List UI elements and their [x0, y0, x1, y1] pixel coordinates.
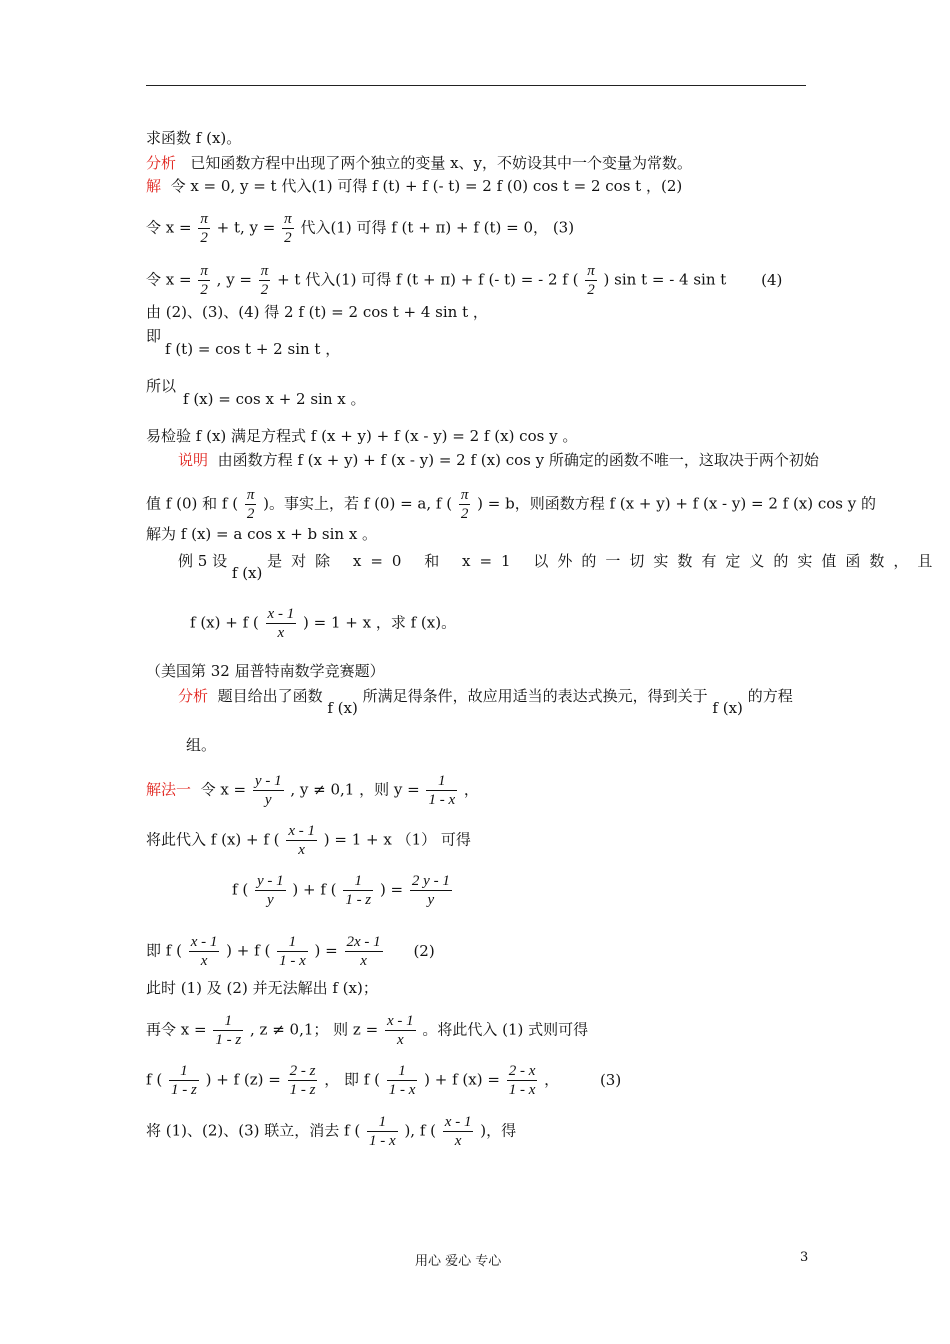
fraction: [189, 933, 220, 970]
text-span: , y =: [216, 270, 253, 289]
text-span: 再令 x =: [146, 1020, 207, 1039]
solution-label: 解: [146, 177, 162, 195]
footer-text: 用心 爱心 专心: [415, 1254, 502, 1269]
equation-line: [146, 1062, 621, 1099]
note-line: [178, 450, 819, 470]
denominator: x: [360, 953, 367, 969]
equation-line: [146, 210, 574, 247]
numerator: 2 - x: [508, 1063, 536, 1079]
denominator: 1 - z: [345, 892, 372, 908]
fraction: [259, 262, 271, 299]
numerator: 1: [343, 872, 373, 891]
text-span: f (: [232, 880, 249, 899]
text-span: )，得: [480, 1121, 517, 1140]
numerator: x - 1: [288, 823, 315, 839]
text-span: )。事实上，若 f (0) = a, f (: [263, 494, 453, 513]
equation-line: [146, 933, 435, 970]
text-span: 由 (2)、(3)、(4) 得 2 f (t) = 2 cos t + 4 sin t ，: [146, 303, 488, 321]
text-span: + t 代入(1) 可得 f (t + π) + f (- t) = - 2 f (: [277, 270, 579, 289]
text-span: 所满足得条件，故应用适当的表达式换元，得到关于: [362, 687, 708, 705]
text-span: 组。: [186, 736, 217, 754]
fraction: [288, 1062, 318, 1099]
text-span: ) + f (: [226, 941, 271, 960]
text-span: ，: [544, 1070, 560, 1089]
numerator: 1: [169, 1062, 199, 1081]
text-span: 由函数方程 f (x + y) + f (x - y) = 2 f (x) cos y 所确定的函数不唯一，这取决于两个初始: [217, 451, 819, 469]
analysis-line: [146, 153, 692, 173]
denominator: 1 - x: [508, 1082, 536, 1098]
text-span: 例 5 设: [178, 552, 228, 570]
text-span: ) = b，则函数方程 f (x + y) + f (x - y) = 2 f (x) cos y 的: [477, 494, 877, 513]
solution-line: [146, 176, 682, 196]
equation-line: [183, 389, 366, 409]
fraction: [286, 822, 317, 859]
text-line: [146, 524, 377, 544]
text-span: 值 f (0) 和 f (: [146, 494, 239, 513]
fraction: [213, 1012, 243, 1049]
text-line: [146, 128, 241, 148]
numerator: 2x - 1: [346, 934, 381, 950]
text-span: 解为 f (x) = a cos x + b sin x 。: [146, 525, 378, 543]
page-number: 3: [800, 1250, 809, 1265]
denominator: y: [427, 892, 435, 908]
fraction: [266, 605, 297, 642]
text-span: 易检验 f (x) 满足方程式 f (x + y) + f (x - y) = 2 f (x) cos y 。: [146, 427, 578, 445]
text-span: f (t) = cos t + 2 sin t ，: [165, 340, 341, 358]
text-span: f (x): [327, 699, 358, 717]
denominator: x: [200, 953, 208, 969]
numerator: π: [200, 263, 208, 279]
fraction: [507, 1062, 538, 1099]
text-line: [146, 661, 385, 681]
numerator: x - 1: [444, 1114, 472, 1130]
denominator: 2: [587, 282, 595, 298]
numerator: 1: [426, 772, 457, 791]
denominator: 1 - x: [369, 1133, 396, 1149]
note-label: 说明: [178, 451, 209, 469]
denominator: 1 - z: [170, 1082, 197, 1098]
text-span: 求函数 f (x)。: [146, 129, 242, 147]
fraction: [255, 872, 286, 909]
numerator: π: [284, 211, 292, 227]
denominator: x: [396, 1032, 404, 1048]
text-span: 是对除 x=0 和 x=1 以外的一切实数有定义的实值函数，且: [267, 552, 942, 570]
text-span: , z ≠ 0,1； 则 z =: [249, 1020, 379, 1039]
denominator: x: [277, 625, 285, 641]
text-span: ) = 1 + x （1） 可得: [323, 830, 471, 849]
text-span: ), f (: [404, 1121, 437, 1140]
text-span: f (x) + f (: [190, 613, 259, 632]
text-span: 。将此代入 (1) 式则可得: [422, 1020, 589, 1039]
text-span: ， 即 f (: [324, 1070, 380, 1089]
fraction: [443, 1113, 474, 1150]
numerator: π: [260, 263, 269, 279]
text-span: ，: [463, 780, 479, 799]
text-span: ) + f (x) =: [424, 1070, 500, 1089]
denominator: 2: [460, 506, 469, 522]
fraction: [169, 1062, 199, 1099]
header-rule: [146, 85, 806, 86]
numerator: 1: [387, 1062, 418, 1081]
fraction: [410, 872, 452, 909]
text-line: [146, 326, 161, 346]
denominator: x: [298, 842, 305, 858]
denominator: 1 - x: [279, 953, 306, 969]
denominator: 1 - x: [428, 792, 456, 808]
denominator: 2: [260, 282, 269, 298]
fraction: [245, 486, 257, 523]
numerator: y - 1: [254, 773, 282, 789]
fraction: [277, 933, 308, 970]
solution-label: 解法一: [146, 780, 192, 799]
numerator: 1: [213, 1012, 243, 1031]
text-span: + t, y =: [216, 218, 276, 237]
fraction: [385, 1012, 416, 1049]
fraction: [426, 772, 457, 809]
text-span: ) + f (: [292, 880, 337, 899]
numerator: π: [587, 263, 595, 279]
fraction: [198, 210, 210, 247]
text-span: ) sin t = - 4 sin t: [603, 270, 727, 289]
equation-line: [190, 605, 456, 642]
text-span: 题目给出了函数: [217, 687, 323, 705]
text-line: [186, 735, 216, 755]
numerator: 2 - z: [289, 1063, 316, 1079]
numerator: 2 y - 1: [411, 873, 450, 889]
text-span: ) = 1 + x ，求 f (x)。: [302, 613, 457, 632]
solution-line: [146, 772, 479, 809]
analysis-label: 分析: [178, 687, 209, 705]
analysis-label: 分析: [146, 154, 177, 172]
text-span: （美国第 32 届普特南数学竞赛题）: [146, 662, 385, 680]
denominator: x: [454, 1133, 462, 1149]
numerator: x - 1: [267, 606, 295, 622]
numerator: π: [246, 487, 255, 503]
text-span: 即 f (: [146, 941, 182, 960]
equation-number: (3): [599, 1070, 622, 1089]
denominator: 2: [284, 230, 292, 246]
fraction: [282, 210, 294, 247]
fraction: [367, 1113, 398, 1150]
numerator: y - 1: [256, 873, 284, 889]
fraction: [343, 872, 373, 909]
denominator: 2: [200, 230, 208, 246]
denominator: 1 - z: [289, 1082, 316, 1098]
fraction: [253, 772, 284, 809]
text-span: 令 x = 0, y = t 代入(1) 可得 f (t) + f (- t) = 2 f (0) cos t = 2 cos t ，(2): [170, 177, 683, 195]
equation-line: [146, 1113, 516, 1150]
equation-line: [146, 486, 876, 523]
text-span: ) + f (z) =: [205, 1070, 281, 1089]
text-span: ) =: [379, 880, 404, 899]
text-line: [146, 302, 488, 322]
text-span: 已知函数方程中出现了两个独立的变量 x、y，不妨设其中一个变量为常数。: [190, 154, 693, 172]
text-span: 将此代入 f (x) + f (: [146, 830, 280, 849]
fraction: [345, 933, 383, 970]
fraction: [585, 262, 597, 299]
equation-number: (2): [413, 941, 435, 960]
text-span: f (x): [231, 564, 263, 582]
text-span: 代入(1) 可得 f (t + π) + f (t) = 0， (3): [300, 218, 575, 237]
text-span: f (x) = cos x + 2 sin x 。: [183, 390, 366, 408]
text-span: 令 x =: [146, 270, 192, 289]
equation-line: [146, 1012, 588, 1049]
numerator: π: [460, 487, 469, 503]
text-span: 将 (1)、(2)、(3) 联立，消去 f (: [146, 1121, 361, 1140]
analysis-line: [178, 686, 793, 717]
equation-line: [146, 822, 471, 859]
denominator: 2: [246, 506, 255, 522]
text-span: f (: [146, 1070, 163, 1089]
text-span: 的方程: [747, 687, 793, 705]
text-span: 即: [146, 327, 162, 345]
text-line: [146, 426, 577, 446]
numerator: π: [200, 211, 208, 227]
text-span: 所以: [146, 377, 177, 395]
numerator: x - 1: [190, 934, 218, 950]
denominator: 2: [200, 282, 208, 298]
equation-line: [232, 872, 454, 909]
denominator: 1 - x: [388, 1082, 416, 1098]
text-span: 令 x =: [200, 780, 247, 799]
fraction: [387, 1062, 418, 1099]
text-span: 令 x =: [146, 218, 192, 237]
denominator: y: [264, 792, 272, 808]
text-span: ) =: [314, 941, 338, 960]
numerator: 1: [367, 1113, 398, 1132]
denominator: y: [266, 892, 274, 908]
numerator: x - 1: [386, 1013, 414, 1029]
text-span: , y ≠ 0,1 ，则 y =: [290, 780, 420, 799]
text-line: [146, 978, 378, 998]
equation-line: [165, 339, 340, 359]
example-line: [178, 551, 942, 582]
text-span: 此时 (1) 及 (2) 并无法解出 f (x)；: [146, 979, 378, 997]
fraction: [459, 486, 471, 523]
text-span: f (x): [712, 699, 743, 717]
text-line: [146, 376, 176, 396]
fraction: [198, 262, 210, 299]
equation-number: (4): [761, 270, 783, 289]
equation-line: [146, 262, 782, 299]
denominator: 1 - z: [215, 1032, 242, 1048]
numerator: 1: [277, 933, 308, 952]
